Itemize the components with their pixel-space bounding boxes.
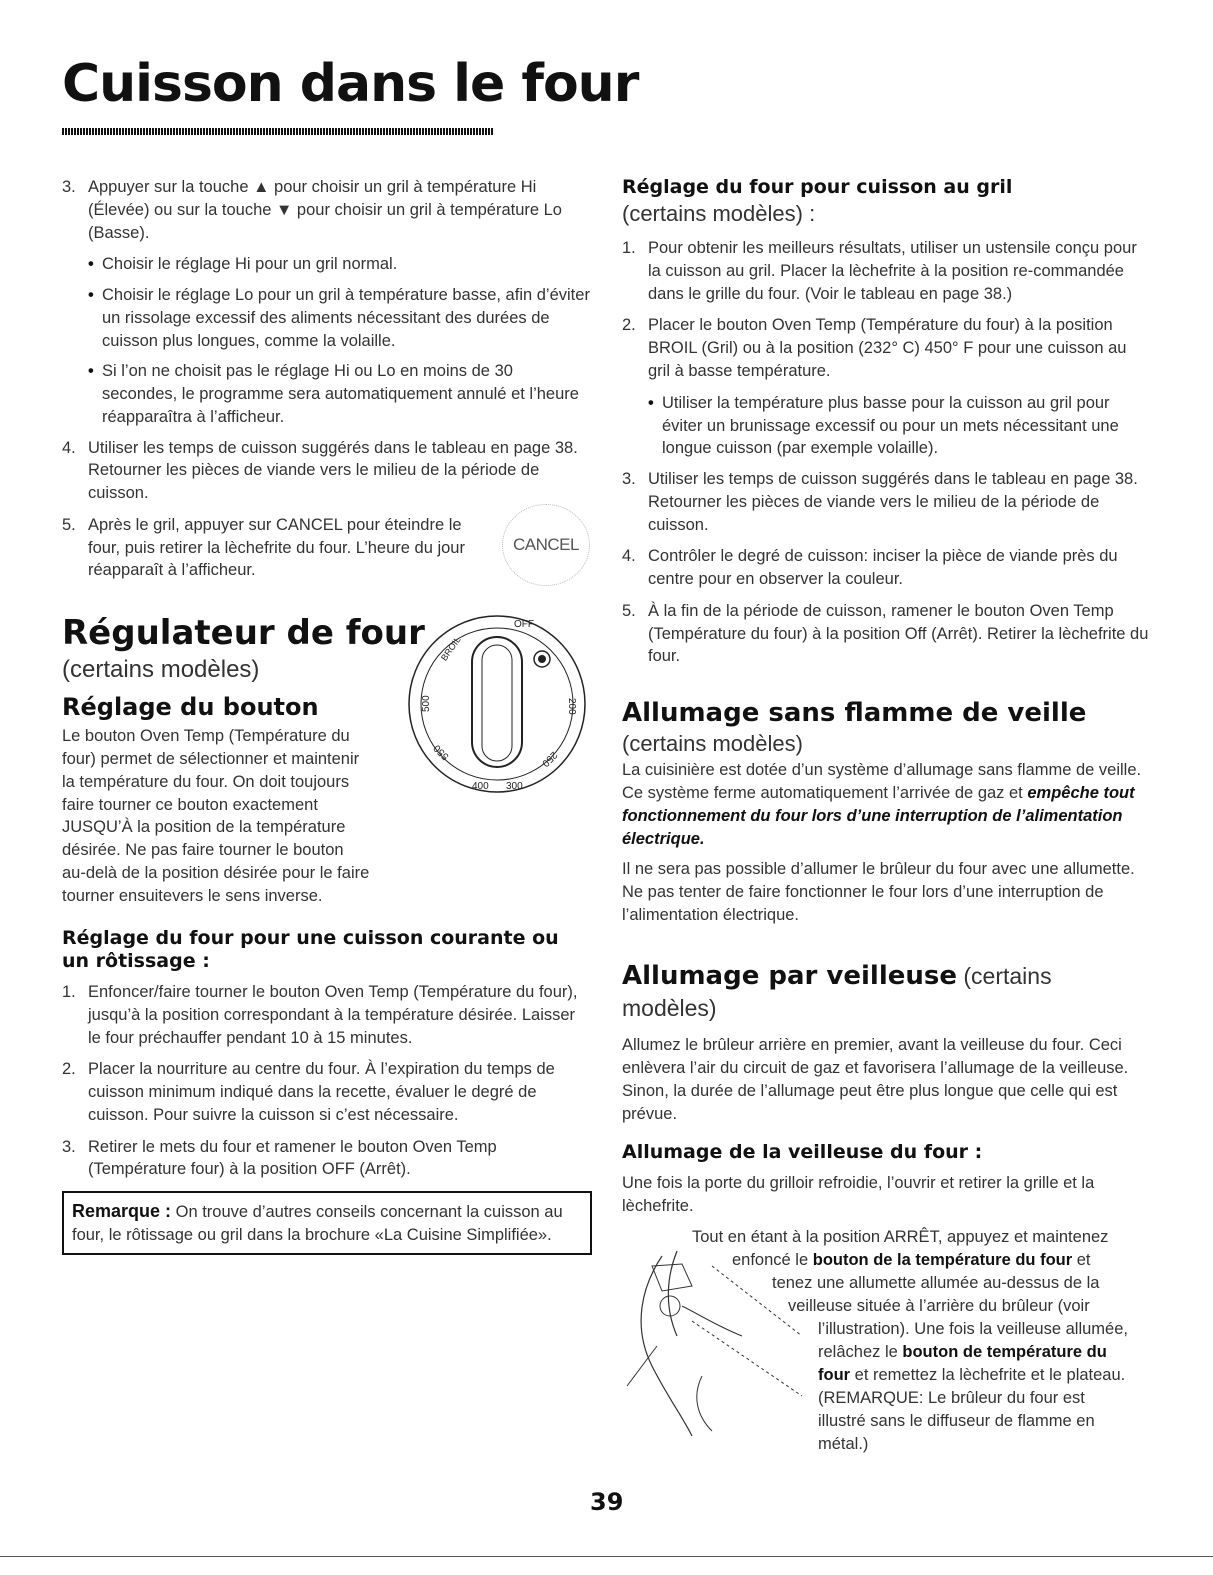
list-item: 5. Après le gril, appuyer sur CANCEL pour éteindre le four, puis retirer la lèchefrite du four. L’heure du jour réapparaît à l’afficheur.: [62, 515, 465, 580]
list-item: 4. Contrôler le degré de cuisson: inciser la pièce de viande près du centre pour en observer la couleur.: [622, 547, 1118, 589]
veilleuse-paragraph: Allumez le brûleur arrière en premier, avant la veilleuse du four. Ceci enlèvera l’air du circuit de gaz et favorisera l’allumage de la veilleuse. Sinon, la durée de l’allumage peut être plus longue que celle qui est prévue.: [622, 1036, 1129, 1123]
oven-knob-illustration: [402, 609, 592, 799]
cuisson-courante-heading: Réglage du four pour une cuisson courante ou un rôtissage :: [62, 927, 559, 973]
instruction-line: illustré sans le diffuseur de flamme en: [818, 1412, 1095, 1431]
right-column: [622, 176, 1152, 1496]
list-item: 3. Retirer le mets du four et ramener le bouton Oven Temp (Température four) à la position OFF (Arrêt).: [62, 1137, 497, 1179]
instruction-line: relâchez le bouton de température du: [818, 1343, 1107, 1362]
page-title: Cuisson dans le four: [62, 54, 639, 114]
note-text: On trouve d’autres conseils concernant la cuisson au four, le rôtissage ou gril dans la brochure «La Cuisine Simplifiée».: [72, 1203, 563, 1245]
allumage-veilleuse-paragraph: Une fois la porte du grilloir refroidie, l’ouvrir et retirer la grille et la lèchefrite.: [622, 1174, 1095, 1215]
instruction-line: tenez une allumette allumée au-dessus de la: [772, 1273, 1100, 1292]
knob-200-label: 200: [566, 698, 577, 715]
regulateur-paragraph-intro: Le bouton Oven Temp (Température du four) permet de sélectionner et maintenir la température du four. On doit toujours faire tourner ce bouton exactement JUSQU’À la position de la température désirée. Ne pas faire tourner le bouton au-delà de la position désirée pour le faire tourner ensuitevers le sens inverse.: [62, 727, 370, 905]
list-item: • Choisir le réglage Lo pour un gril à température basse, afin d’éviter un rissolage excessif des aliments nécessitant des durées de cuisson plus longues, comme la volaille.: [88, 286, 590, 350]
list-item: 3. Utiliser les temps de cuisson suggérés dans le tableau en page 38. Retourner les pièces de viande vers le milieu de la période de cuisson.: [622, 470, 1138, 534]
note-label: Remarque :: [72, 1201, 172, 1222]
knob-400-label: 400: [472, 781, 489, 793]
veilleuse-line-block: [692, 1226, 1152, 1457]
sans-flamme-subheading: (certains modèles): [622, 731, 803, 757]
instruction-line: métal.): [818, 1435, 869, 1454]
list-item: • Utiliser la température plus basse pour la cuisson au gril pour éviter un brunissage excessif ou pour un mets nécessitant une longue cuisson (par exemple volaille).: [648, 393, 1119, 458]
instruction-line: l’illustration). Une fois la veilleuse allumée,: [818, 1320, 1128, 1339]
list-item: 3. Appuyer sur la touche ▲ pour choisir un gril à température Hi (Élevée) ou sur la touche ▼ pour choisir un gril à température Lo (Basse).: [62, 178, 562, 242]
page-number: 39: [590, 1488, 624, 1516]
sans-flamme-paragraph-2: Il ne sera pas possible d’allumer le brûleur du four avec une allumette. Ne pas tenter de faire fonctionner le four lors d’une interruption de l’alimentation électrique.: [622, 860, 1135, 925]
list-item: 2. Placer la nourriture au centre du four. À l’expiration du temps de cuisson minimum indiqué dans la recette, évaluer le degré de cuisson. Pour suivre la cuisson si c’est nécessaire.: [62, 1060, 555, 1124]
list-item: 4. Utiliser les temps de cuisson suggérés dans le tableau en page 38. Retourner les pièces de viande vers le milieu de la période de cuisson.: [62, 438, 578, 503]
list-item: 1. Pour obtenir les meilleurs résultats, utiliser un ustensile conçu pour la cuisson au gril. Placer la lèchefrite à la position re-commandée dans le grille du four. (Voir le tableau en page 38.): [622, 239, 1137, 303]
allumage-veilleuse-heading: Allumage de la veilleuse du four :: [622, 1141, 983, 1164]
knob-broil-label: BROIL: [438, 634, 463, 663]
cancel-label: CANCEL: [513, 535, 579, 555]
gril-heading: Réglage du four pour cuisson au gril: [622, 176, 1013, 198]
list-item: 2. Placer le bouton Oven Temp (Température du four) à la position BROIL (Gril) ou à la position (232° C) 450° F pour une cuisson au gril à basse température.: [622, 316, 1127, 380]
left-column: [62, 176, 592, 1255]
bottom-rule: [0, 1556, 1213, 1557]
instruction-line: enfoncé le bouton de la température du four et: [732, 1250, 1091, 1269]
knob-550-label: 550: [431, 742, 452, 763]
sans-flamme-paragraph: La cuisinière est dotée d’un système d’allumage sans flamme de veille. Ce système ferme automatiquement l’arrivée de gaz et empêche tout fonctionnement du four lors d’une interruption de l’alimentation électrique.: [622, 761, 1142, 848]
reglage-bouton-heading: Réglage du bouton: [62, 692, 319, 721]
gril-subheading: (certains modèles) :: [622, 200, 816, 226]
knob-off-label: OFF: [514, 619, 534, 631]
instruction-line: Tout en étant à la position ARRÊT, appuyez et maintenez: [692, 1227, 1109, 1246]
section-heading-regulateur: Régulateur de four: [62, 613, 425, 654]
knob-500-label: 500: [421, 695, 432, 713]
instruction-line: four et remettez la lèchefrite et le plateau.: [818, 1366, 1126, 1385]
section-subheading: (certains modèles): [62, 655, 260, 683]
note-box: [62, 1191, 592, 1255]
cancel-key-illustration: [502, 504, 590, 586]
instruction-line: veilleuse située à l’arrière du brûleur (voir: [788, 1296, 1090, 1315]
knob-250-label: 250: [539, 749, 560, 769]
list-item: • Choisir le réglage Hi pour un gril normal.: [88, 255, 398, 274]
title-rule: [62, 128, 494, 135]
instruction-line: (REMARQUE: Le brûleur du four est: [818, 1389, 1085, 1408]
veilleuse-instructions: [622, 1226, 1152, 1496]
list-item: 1. Enfoncer/faire tourner le bouton Oven Temp (Température du four), jusqu’à la position correspondant à la température désirée. Laisser le four préchauffer pendant 10 à 15 minutes.: [62, 983, 578, 1047]
sans-flamme-heading: Allumage sans flamme de veille: [622, 698, 1087, 729]
list-item: • Si l’on ne choisit pas le réglage Hi ou Lo en moins de 30 secondes, le programme sera automatiquement annulé et l’heure réapparaîtra à l’afficheur.: [88, 362, 579, 426]
list-item: 5. À la fin de la période de cuisson, ramener le bouton Oven Temp (Température du four) à la position Off (Arrêt). Retirer la lèchefrite du four.: [622, 601, 1149, 666]
veilleuse-heading: Allumage par veilleuse (certains modèles): [622, 960, 1052, 1021]
knob-300-label: 300: [506, 781, 523, 793]
